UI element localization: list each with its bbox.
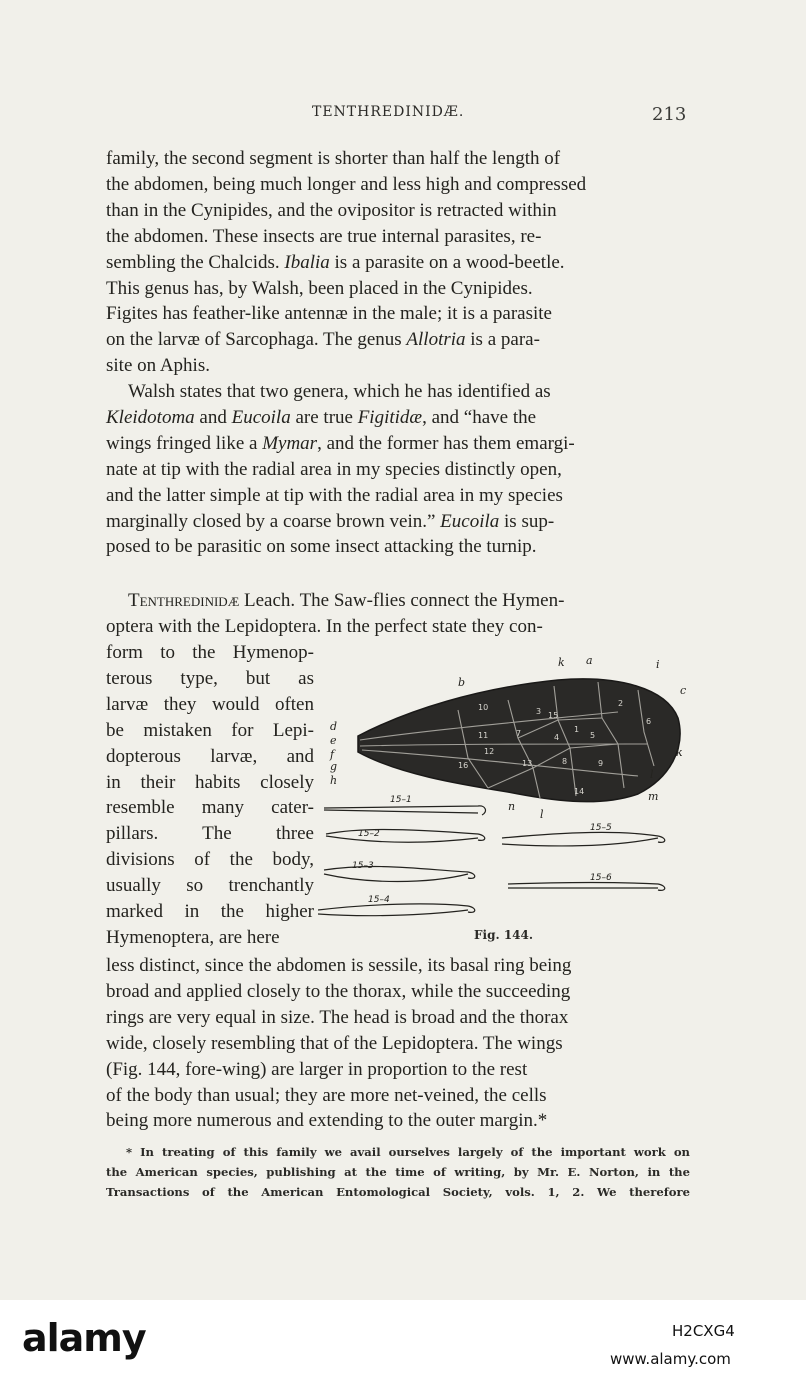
label-letter: h xyxy=(330,774,338,787)
cell-number: 7 xyxy=(516,729,522,738)
page-number: 213 xyxy=(652,104,687,125)
cell-number: 12 xyxy=(484,747,495,756)
footnote-line: * In treating of this family we avail ourselves largely of the important work on xyxy=(126,1145,690,1159)
text-line: larvæ they would often xyxy=(106,693,314,715)
cell-number: 11 xyxy=(478,731,489,740)
text-line: Kleidotoma and Eucoila are true Figitidæ, and “have the xyxy=(106,406,537,428)
vein-label: 15–6 xyxy=(590,873,612,883)
label-letter: g xyxy=(330,760,338,773)
paragraph-walsh xyxy=(106,379,690,560)
wrapped-text-column xyxy=(106,640,314,951)
text-line: Figites has feather-like antennæ in the male; it is a parasite xyxy=(106,303,552,325)
label-letter: f xyxy=(330,748,335,761)
label-letter: c xyxy=(680,684,687,697)
label-letter: n xyxy=(508,800,516,813)
text-line: wide, closely resembling that of the Lepidoptera. The wings xyxy=(106,1032,563,1054)
running-head: TENTHREDINIDÆ. xyxy=(312,104,465,120)
label-letter: i xyxy=(656,658,660,671)
watermark-logo: alamy xyxy=(22,1316,146,1360)
footnote-line: the American species, publishing at the time of writing, by Mr. E. Norton, in the xyxy=(106,1165,690,1179)
cell-number: 3 xyxy=(536,707,542,716)
text-line: and the latter simple at tip with the radial area in my species xyxy=(106,484,563,506)
cell-number: 9 xyxy=(598,759,604,768)
label-letter: e xyxy=(330,734,337,747)
text-line: sembling the Chalcids. Ibalia is a parasite on a wood-beetle. xyxy=(106,251,565,273)
section-heading: Tenthredinidæ xyxy=(128,590,240,611)
text-line: form to the Hymenop- xyxy=(106,642,314,663)
text-line: less distinct, since the abdomen is sessile, its basal ring being xyxy=(106,955,572,976)
footnote-line: Transactions of the American Entomological Society, vols. 1, 2. We therefore xyxy=(106,1185,690,1199)
text-line: divisions of the body, xyxy=(106,849,314,871)
label-letter: m xyxy=(648,790,659,803)
label-letter: l xyxy=(650,768,654,781)
text-line: (Fig. 144, fore-wing) are larger in proportion to the rest xyxy=(106,1058,528,1080)
label-letter: d xyxy=(330,720,338,733)
cell-number: 6 xyxy=(646,717,652,726)
text-line: terous type, but as xyxy=(106,667,314,689)
vein-label: 15–5 xyxy=(590,823,612,833)
watermark-url: www.alamy.com xyxy=(610,1350,731,1368)
footnote xyxy=(106,1142,690,1202)
cell-number: 2 xyxy=(618,699,624,708)
text-line: marked in the higher xyxy=(106,901,314,923)
vein-label: 15–1 xyxy=(390,795,412,805)
text-line: This genus has, by Walsh, been placed in the Cynipides. xyxy=(106,277,533,299)
figure-caption: Fig. 144. xyxy=(474,928,534,942)
text-line: than in the Cynipides, and the ovipositor is retracted within xyxy=(106,199,557,221)
text-line: of the body than usual; they are more net-veined, the cells xyxy=(106,1084,547,1106)
vein-diagram-15-6 xyxy=(508,883,665,891)
vein-diagram-15-5 xyxy=(502,832,665,846)
cell-number: 4 xyxy=(554,733,560,742)
vein-label: 15–4 xyxy=(368,895,390,905)
cell-number: 13 xyxy=(522,759,533,768)
text-line: rings are very equal in size. The head is broad and the thorax xyxy=(106,1006,569,1028)
vein-diagram-15-2 xyxy=(326,830,485,843)
text-line: the abdomen, being much longer and less high and compressed xyxy=(106,173,587,195)
text-line: posed to be parasitic on some insect attacking the turnip. xyxy=(106,536,537,558)
text-line: dopterous larvæ, and xyxy=(106,745,314,767)
text-line: broad and applied closely to the thorax, while the succeeding xyxy=(106,980,571,1002)
cell-number: 16 xyxy=(458,761,469,770)
vein-label: 15–2 xyxy=(358,829,380,839)
text-line: in their habits closely xyxy=(106,771,314,793)
paragraph-tenthredinidae xyxy=(106,588,690,640)
text-line: site on Aphis. xyxy=(106,355,210,377)
text-line: the abdomen. These insects are true internal parasites, re- xyxy=(106,225,542,247)
cell-number: 10 xyxy=(478,703,489,712)
cell-number: 1 xyxy=(574,725,580,734)
text-line: wings fringed like a Mymar, and the former has them emargi- xyxy=(106,432,575,454)
text-line: resemble many cater- xyxy=(106,797,314,819)
genus-name: Ibalia xyxy=(284,251,330,273)
vein-label: 15–3 xyxy=(352,861,374,871)
text-line: usually so trenchantly xyxy=(106,875,314,897)
label-letter: k xyxy=(676,746,683,759)
text-line: family, the second segment is shorter than half the length of xyxy=(106,148,561,169)
paragraph-continuation xyxy=(106,953,690,1134)
text-line: optera with the Lepidoptera. In the perfect state they con- xyxy=(106,615,543,637)
text-line: Hymenoptera, are here xyxy=(106,926,280,948)
vein-diagram-15-1 xyxy=(324,806,485,815)
label-letter: l xyxy=(540,808,544,821)
cell-number: 15 xyxy=(548,711,559,720)
text-line: being more numerous and extending to the outer margin.* xyxy=(106,1110,548,1132)
vein-diagram-15-3 xyxy=(324,867,475,882)
vein-diagram-15-4 xyxy=(318,904,475,916)
cell-number: 14 xyxy=(574,787,585,796)
text-line: be mistaken for Lepi- xyxy=(106,719,314,741)
paragraph-figites xyxy=(106,146,690,379)
label-letter: k xyxy=(558,656,565,669)
genus-name: Allotria xyxy=(406,329,466,351)
text-line: marginally closed by a coarse brown vein.” Eucoila is sup- xyxy=(106,510,555,532)
text-line: Tenthredinidæ Leach. The Saw-flies connect the Hymen- xyxy=(128,590,565,611)
text-line: pillars. The three xyxy=(106,823,314,845)
label-letter: a xyxy=(586,654,593,667)
text-line: on the larvæ of Sarcophaga. The genus Allotria is a para- xyxy=(106,329,540,351)
text-line: Walsh states that two genera, which he has identified as xyxy=(128,381,551,402)
cell-number: 8 xyxy=(562,757,568,766)
text-line: nate at tip with the radial area in my species distinctly open, xyxy=(106,458,562,480)
wing-figure xyxy=(318,648,690,926)
label-letter: b xyxy=(458,676,466,689)
cell-number: 5 xyxy=(590,731,596,740)
watermark-image-id: H2CXG4 xyxy=(672,1322,735,1340)
